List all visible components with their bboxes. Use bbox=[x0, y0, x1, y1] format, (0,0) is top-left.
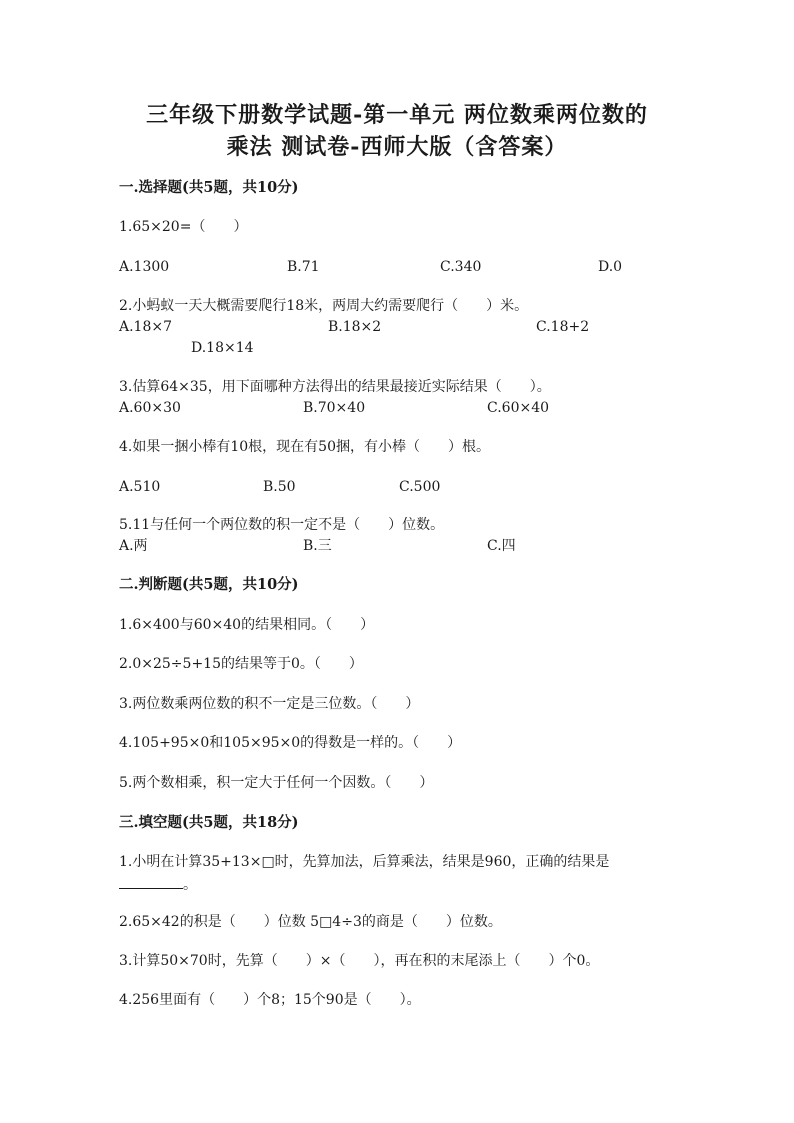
choice-q3-stem: 3.估算64×35，用下面哪种方法得出的结果最接近实际结果（ ）。 bbox=[119, 379, 551, 395]
page-title-line1: 三年级下册数学试题-第一单元 两位数乘两位数的 bbox=[146, 102, 648, 128]
choice-q3-option-c: C.60×40 bbox=[487, 400, 550, 416]
section-heading-choice: 一.选择题(共5题，共10分) bbox=[119, 179, 299, 196]
page-title-line2: 乘法 测试卷-西师大版（含答案） bbox=[226, 134, 568, 160]
judge-q4: 4.105+95×0和105×95×0的得数是一样的。（ ） bbox=[119, 735, 462, 751]
choice-q5-stem: 5.11与任何一个两位数的积一定不是（ ）位数。 bbox=[119, 517, 445, 533]
choice-q1-stem: 1.65×20=（ ） bbox=[119, 219, 248, 235]
fill-q1-line2 bbox=[119, 874, 197, 894]
section-heading-judge: 二.判断题(共5题，共10分) bbox=[119, 576, 299, 593]
choice-q2-option-c: C.18+2 bbox=[536, 319, 590, 335]
choice-q1-option-c: C.340 bbox=[440, 259, 482, 275]
fill-q1-line1: 1.小明在计算35+13×□时，先算加法，后算乘法，结果是960，正确的结果是 bbox=[119, 854, 610, 870]
choice-q5-option-b: B.三 bbox=[303, 538, 332, 554]
choice-q3-option-a: A.60×30 bbox=[119, 400, 181, 416]
choice-q1-option-b: B.71 bbox=[287, 259, 320, 275]
fill-q4: 4.256里面有（ ）个8；15个90是（ ）。 bbox=[119, 992, 421, 1008]
judge-q2: 2.0×25÷5+15的结果等于0。（ ） bbox=[119, 656, 363, 672]
choice-q2-option-a: A.18×7 bbox=[119, 319, 173, 335]
judge-q3: 3.两位数乘两位数的积不一定是三位数。（ ） bbox=[119, 696, 420, 712]
choice-q2-option-b: B.18×2 bbox=[328, 319, 382, 335]
fill-q2: 2.65×42的积是（ ）位数 5□4÷3的商是（ ）位数。 bbox=[119, 914, 502, 930]
answer-blank[interactable] bbox=[119, 874, 183, 889]
choice-q4-stem: 4.如果一捆小棒有10根，现在有50捆，有小棒（ ）根。 bbox=[119, 439, 490, 455]
choice-q1-option-d: D.0 bbox=[598, 259, 623, 275]
judge-q5: 5.两个数相乘，积一定大于任何一个因数。（ ） bbox=[119, 775, 434, 791]
choice-q3-option-b: B.70×40 bbox=[303, 400, 366, 416]
fill-q3: 3.计算50×70时，先算（ ）×（ ），再在积的末尾添上（ ）个0。 bbox=[119, 953, 600, 969]
choice-q2-stem: 2.小蚂蚁一天大概需要爬行18米，两周大约需要爬行（ ）米。 bbox=[119, 298, 529, 314]
choice-q5-option-a: A.两 bbox=[119, 538, 148, 554]
choice-q1-option-a: A.1300 bbox=[119, 259, 170, 275]
choice-q5-option-c: C.四 bbox=[487, 538, 516, 554]
choice-q2-option-d: D.18×14 bbox=[191, 340, 254, 356]
section-heading-fill: 三.填空题(共5题，共18分) bbox=[119, 814, 299, 831]
judge-q1: 1.6×400与60×40的结果相同。（ ） bbox=[119, 617, 375, 633]
choice-q4-option-a: A.510 bbox=[119, 479, 161, 495]
fill-q1-end: 。 bbox=[183, 877, 197, 893]
choice-q4-option-b: B.50 bbox=[263, 479, 296, 495]
choice-q4-option-c: C.500 bbox=[399, 479, 441, 495]
